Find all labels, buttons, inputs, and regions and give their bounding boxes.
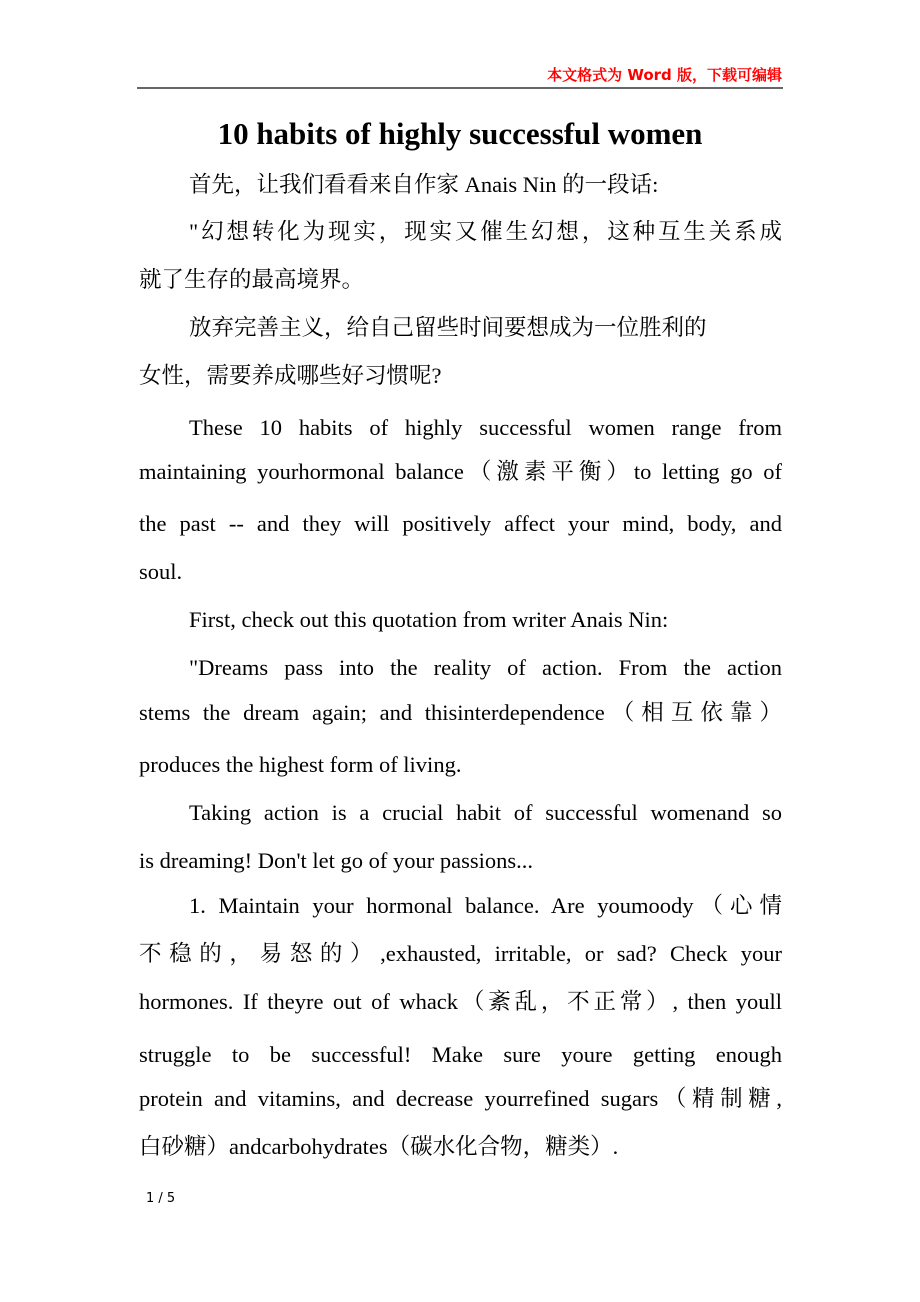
text-line: 白砂糖）andcarbohydrates（碳水化合物，糖类）.: [139, 1134, 619, 1159]
document-title: 10 habits of highly successful women: [217, 116, 703, 151]
text-line: First, check out this quotation from writer Anais Nin:: [189, 607, 669, 632]
page-number: 1 / 5: [146, 1191, 176, 1206]
text-line: 不稳的，易怒的）,exhausted, irritable, or sad? Check your: [139, 941, 782, 966]
text-line: stems the dream again; and thisinterdependence（相互依靠）: [139, 700, 782, 725]
text-line: soul.: [139, 559, 183, 584]
header-download-note: 本文格式为 Word 版，下载可编辑: [547, 66, 782, 84]
text-line: struggle to be successful! Make sure youre getting enough: [139, 1042, 782, 1067]
text-line: hormones. If theyre out of whack（紊乱，不正常）, then youll: [139, 989, 782, 1014]
text-line: the past -- and they will positively affect your mind, body, and: [139, 511, 782, 536]
text-line: maintaining yourhormonal balance（激素平衡）to letting go of: [139, 459, 782, 484]
text-line: 放弃完善主义，给自己留些时间要想成为一位胜利的: [189, 315, 707, 340]
text-line: produces the highest form of living.: [139, 752, 462, 777]
text-line: 1. Maintain your hormonal balance. Are youmoody（心情: [189, 893, 782, 918]
text-line: 首先，让我们看看来自作家 Anais Nin 的一段话:: [189, 172, 659, 197]
text-line: These 10 habits of highly successful women range from: [189, 415, 782, 440]
text-line: Taking action is a crucial habit of successful womenand so: [189, 800, 782, 825]
text-line: is dreaming! Don't let go of your passions...: [139, 848, 534, 873]
text-line: 就了生存的最高境界。: [139, 267, 365, 292]
text-line: "幻想转化为现实，现实又催生幻想，这种互生关系成: [189, 219, 782, 244]
text-line: 女性，需要养成哪些好习惯呢?: [139, 363, 442, 388]
text-line: "Dreams pass into the reality of action. From the action: [189, 655, 782, 680]
text-line: protein and vitamins, and decrease yourrefined sugars（精制糖,: [139, 1086, 782, 1111]
header-divider: [137, 87, 783, 89]
